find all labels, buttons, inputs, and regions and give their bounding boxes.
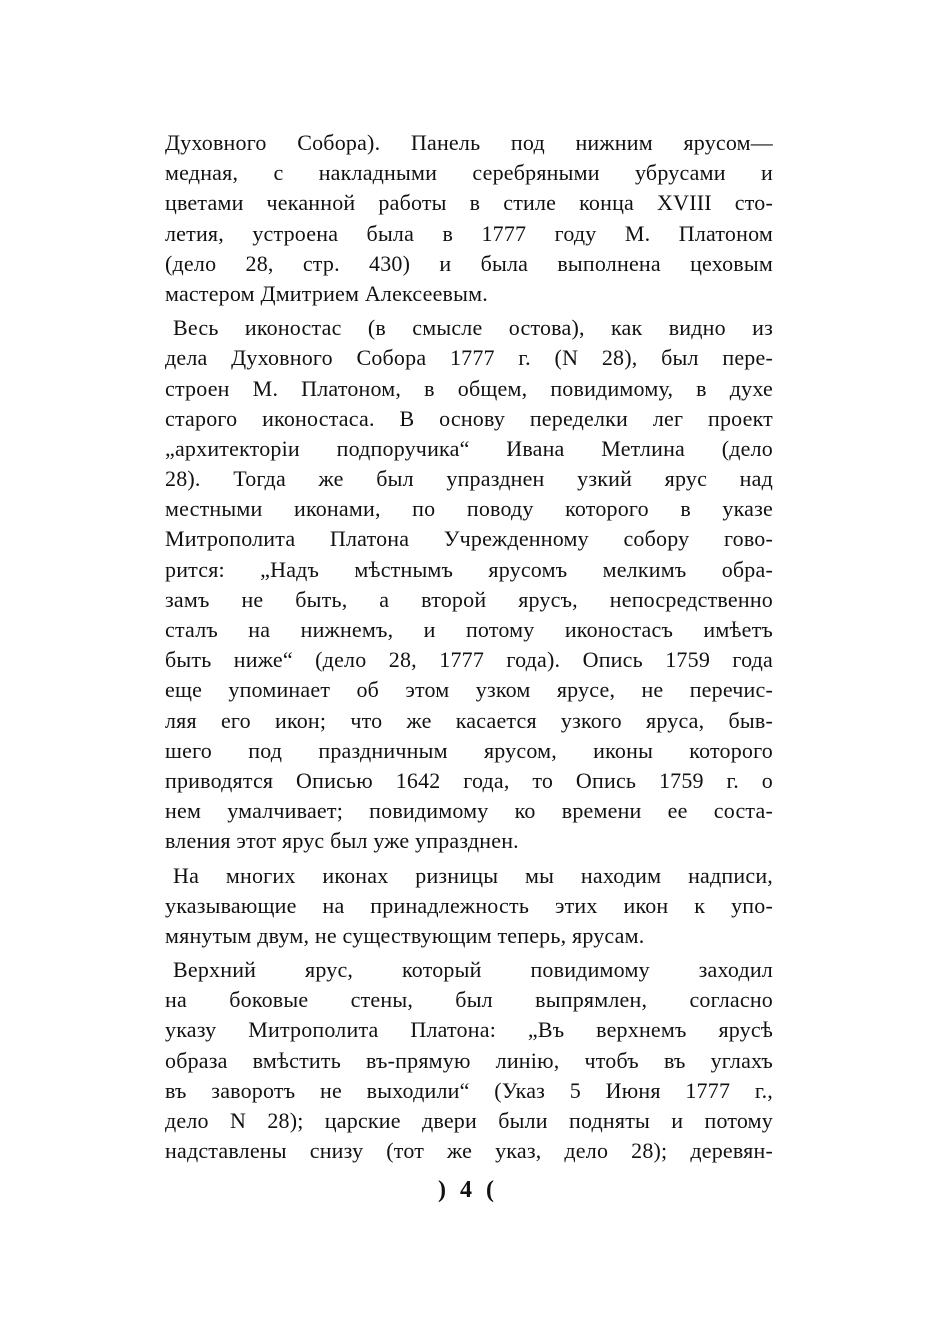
text-line: Митрополита Платона Учрежденному собору гово- — [165, 526, 773, 552]
text-line: на боковые стены, был выпрямлен, согласно — [165, 987, 773, 1013]
text-line: Верхний ярус, который повидимому заходил — [173, 957, 773, 983]
paragraph-1 — [165, 128, 773, 309]
text-line: летия, устроена была в 1777 году М. Платоном — [165, 220, 773, 246]
text-line: шего под праздничным ярусом, иконы которого — [165, 737, 773, 763]
text-line: дело N 28); царские двери были подняты и потому — [165, 1108, 773, 1133]
text-line: „архитекторіи подпоручика“ Ивана Метлина (дело — [165, 435, 773, 461]
text-line: надставлены снизу (тот же указ, дело 28); деревян- — [165, 1138, 773, 1164]
text-line: На многих иконах ризницы мы находим надписи, — [173, 862, 773, 888]
text-line: еще упоминает об этом узком ярусе, не перечис- — [165, 677, 773, 703]
page-number: ) 4 ( — [438, 1177, 498, 1203]
text-line: нем умалчивает; повидимому ко времени ее соста- — [165, 798, 773, 824]
text-line: въ заворотъ не выходили“ (Указ 5 Июня 1777 г., — [165, 1077, 773, 1103]
text-line: указывающие на принадлежность этих икон к упо- — [165, 892, 773, 918]
text-line: (дело 28, стр. 430) и была выполнена цеховым — [165, 250, 773, 276]
text-line: замъ не быть, а второй ярусъ, непосредственно — [165, 586, 773, 612]
text-line: быть ниже“ (дело 28, 1777 года). Опись 1759 года — [165, 647, 773, 673]
text-line: мастером Дмитрием Алексеевым. — [165, 280, 488, 306]
text-line: медная, с накладными серебряными убрусами и — [165, 160, 773, 186]
text-line: сталъ на нижнемъ, и потому иконостасъ имѣетъ — [165, 617, 773, 642]
text-line: строен М. Платоном, в общем, повидимому, в духе — [165, 375, 773, 401]
body-text — [165, 128, 773, 1166]
text-line: рится: „Надъ мѣстнымъ ярусомъ мелкимъ обра- — [165, 556, 773, 582]
text-line: мянутым двум, не существующим теперь, ярусам. — [165, 922, 645, 948]
paragraph-4 — [165, 955, 773, 1166]
text-line: ляя его икон; что же касается узкого яруса, быв- — [165, 707, 773, 733]
text-line: Духовного Собора). Панель под нижним ярусом— — [165, 130, 773, 155]
text-line: старого иконостаса. В основу переделки лег проект — [165, 405, 773, 431]
text-line: указу Митрополита Платона: „Въ верхнемъ ярусѣ — [165, 1017, 773, 1043]
paragraph-2 — [165, 313, 773, 856]
text-line: местными иконами, по поводу которого в указе — [165, 496, 773, 522]
text-line: 28). Тогда же был упразднен узкий ярус над — [165, 466, 773, 492]
text-line: дела Духовного Собора 1777 г. (N 28), был пере- — [165, 345, 773, 371]
text-line: цветами чеканной работы в стиле конца XVIII сто- — [165, 190, 773, 216]
text-line: Весь иконостас (в смысле остова), как видно из — [173, 315, 773, 341]
text-line: приводятся Описью 1642 года, то Опись 1759 г. о — [165, 767, 773, 793]
text-line: образа вмѣстить въ-прямую линію, чтобъ въ углахъ — [165, 1047, 773, 1073]
text-line: вления этот ярус был уже упразднен. — [165, 828, 519, 854]
paragraph-3 — [165, 861, 773, 952]
